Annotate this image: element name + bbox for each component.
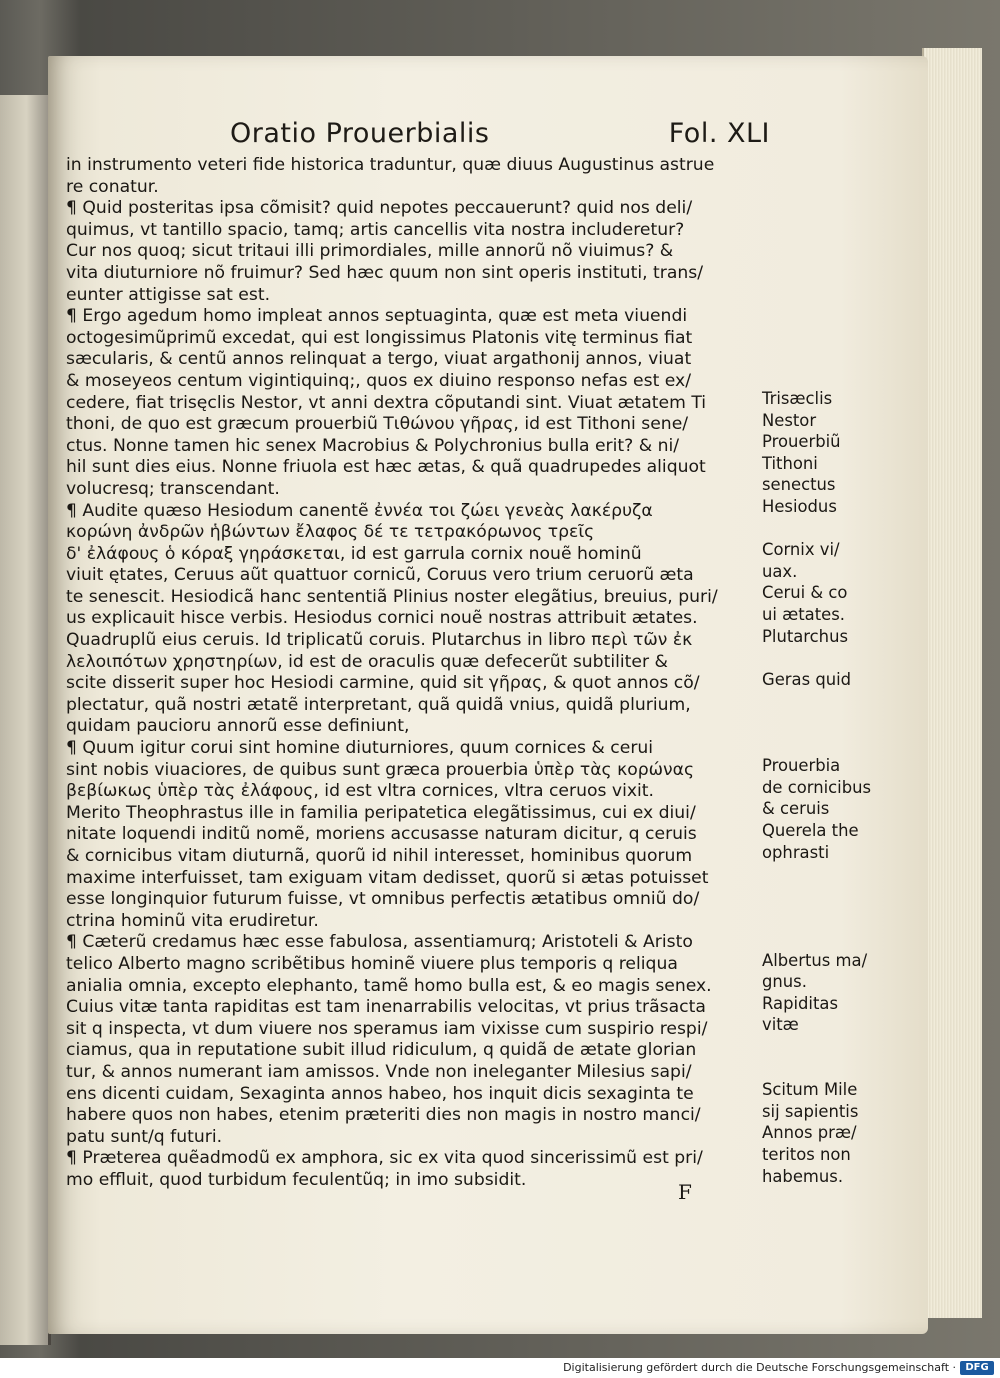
margin-note: Cornix vi/ (762, 540, 840, 560)
folio-number: Fol. XLI (668, 118, 770, 149)
text-line: re conatur. (66, 176, 159, 197)
text-line: mo effluit, quod turbidum feculentũq; in imo subsidit. (66, 1169, 527, 1190)
margin-note: Querela the (762, 821, 859, 840)
text-line: octogesimũprimũ excedat, qui est longissimus Platonis vitę terminus fiat (66, 327, 693, 348)
text-line: ctus. Nonne tamen hic senex Macrobius & Polychronius bulla erit? & ni/ (66, 435, 680, 456)
text-line: patu sunt/q futuri. (66, 1126, 223, 1147)
text-line: thoni, de quo est græcum prouerbiũ Τιθώνου γῆρας, id est Tithoni sene/ (66, 414, 689, 435)
text-line: sint nobis viuaciores, de quibus sunt græca prouerbia ὑπὲρ τὰς κορώνας (66, 759, 695, 780)
margin-note: & ceruis (762, 799, 830, 819)
margin-note: de cornicibus (762, 777, 872, 797)
page-header (230, 118, 770, 158)
margin-note: sij sapientis (762, 1101, 859, 1121)
text-line: quimus, vt tantillo spacio, tamq; artis cancellis vita nostra includeretur? (66, 219, 685, 240)
text-line: ciamus, qua in reputatione subit illud ridiculum, q quidã de ætate glorian (66, 1040, 697, 1061)
text-line: viuit ętates, Ceruus aũt quattuor cornicũ, Coruus vero trium ceruorũ æta (66, 565, 694, 586)
text-line: βεβίωκως ὑπὲρ τὰς ἐλάφους, id est vltra cornices, vltra ceruos vixit. (66, 781, 654, 802)
text-line: scite disserit super hoc Hesiodi carmine, quid sit γῆρας, & quot annos cõ/ (66, 673, 700, 694)
text-line: nitate loquendi inditũ nomẽ, moriens accusasse naturam dicitur, q ceruis (66, 824, 697, 845)
margin-note: vitæ (762, 1015, 799, 1035)
margin-note: habemus. (762, 1166, 844, 1186)
text-line: ¶ Audite quæso Hesiodum canentẽ ἐννέα τοι ζώει γενεὰς λακέρυζα (66, 500, 653, 521)
text-line: us explicauit hisce verbis. Hesiodus cornici nouẽ nostras attribuit ætates. (66, 608, 698, 629)
margin-note: Tithoni (762, 453, 818, 473)
text-line: cedere, fiat trisęclis Nestor, vt anni dextra cõputandi sint. Viuat ætatem Ti (66, 392, 707, 413)
text-line: ¶ Præterea quẽadmodũ ex amphora, sic ex vita quod sincerissimũ est pri/ (66, 1148, 703, 1169)
text-line: telico Alberto magno scribẽtibus hominẽ viuere plus temporis q reliqua (66, 953, 678, 974)
margin-note: Scitum Mile (762, 1080, 858, 1100)
text-line: λελοιπότων χρηστηρίων, id est de oraculis quæ defecerũt subtiliter & (66, 651, 668, 672)
text-line: Cur nos quoq; sicut tritaui illi primordiales, mille annorũ nõ viuimus? & (66, 241, 674, 262)
text-line: te senescit. Hesiodicã hanc sententiã Plinius noster elegãtius, breuius, puri/ (66, 586, 718, 607)
text-line: vita diuturniore nõ fruimur? Sed hæc quum non sint operis instituti, trans/ (66, 262, 703, 283)
text-line: volucresq; transcendant. (66, 478, 280, 499)
text-line: & moseyeos centum vigintiquinq;, quos ex diuino responso nefas est ex/ (66, 370, 692, 391)
margin-note: Nestor (762, 410, 817, 430)
margin-note: gnus. (762, 972, 807, 992)
margin-note: senectus (762, 475, 836, 495)
margin-note: Annos præ/ (762, 1123, 857, 1143)
main-text (66, 155, 762, 1192)
text-line: ¶ Ergo agedum homo impleat annos septuaginta, quæ est meta viuendi (66, 306, 688, 327)
facing-page-edge (0, 95, 51, 1345)
text-line: Quadruplũ eius ceruis. Id triplicatũ coruis. Plutarchus in libro περὶ τῶν ἐκ (66, 630, 693, 651)
text-line: & cornicibus vitam diuturnã, quorũ id nihil interesset, hominibus quorum (66, 846, 693, 866)
text-line: tur, & annos numerant iam amissos. Vnde non ineleganter Milesius sapi/ (66, 1061, 692, 1082)
text-line: ¶ Cæterũ credamus hæc esse fabulosa, assentiamurq; Aristoteli & Aristo (66, 932, 693, 953)
margin-note: Geras quid (762, 669, 852, 689)
text-line: esse longinquior futurum fuisse, vt omnibus perfectis ætatibus omniũ do/ (66, 889, 700, 910)
page-edges (922, 48, 982, 1318)
margin-note: Cerui & co (762, 583, 848, 603)
footer-credit: Digitalisierung gefördert durch die Deutsche Forschungsgemeinschaft · (563, 1361, 956, 1374)
text-line: hil sunt dies eius. Nonne friuola est hæc ætas, & quã quadrupedes aliquot (66, 457, 706, 478)
margin-note: ophrasti (762, 842, 830, 862)
text-line: ctrina hominũ vita erudiretur. (66, 910, 319, 931)
text-line: δ' ἐλάφους ὁ κόραξ γηράσκεται, id est garrula cornix nouẽ hominũ (66, 543, 642, 564)
text-line: maxime interfuisset, tam exiguam vitam dedisset, quorũ si ætas potuisset (66, 867, 709, 888)
margin-note: Prouerbia (762, 756, 841, 776)
text-line: Merito Theophrastus ille in familia peripatetica elegãtissimus, cui ex diui/ (66, 802, 696, 823)
text-line: eunter attigisse sat est. (66, 284, 271, 305)
margin-note: Hesiodus (762, 497, 837, 516)
text-line: Cuius vitæ tanta rapiditas est tam inenarrabilis velocitas, vt prius trãsacta (66, 997, 706, 1018)
margin-note: Prouerbiũ (762, 432, 841, 452)
margin-note: ui ætates. (762, 605, 845, 624)
margin-note: teritos non (762, 1145, 851, 1164)
text-line: anialia omnia, excepto elephanto, tamẽ homo bulla est, & eo magis senex. (66, 975, 712, 996)
text-line: sæcularis, & centũ annos relinquat a tergo, viuat argathonij annos, viuat (66, 349, 692, 370)
dfg-logo: DFG (960, 1361, 994, 1375)
text-line: in instrumento veteri fide historica traduntur, quæ diuus Augustinus astrue (66, 155, 715, 175)
text-line: habere quos non habes, etenim præteriti dies non magis in nostro manci/ (66, 1105, 701, 1126)
text-line: ens dicenti cuidam, Sexaginta annos habeo, hos inquit dicis sexaginta te (66, 1083, 694, 1104)
margin-note: uax. (762, 561, 798, 581)
margin-note: Albertus ma/ (762, 950, 868, 970)
signature-mark: F (678, 1180, 692, 1204)
running-title: Oratio Prouerbialis (230, 118, 490, 149)
margin-note: Trisæclis (762, 389, 833, 408)
text-line: quidam paucioru annorũ esse definiunt, (66, 716, 410, 737)
margin-note: Rapiditas (762, 993, 838, 1013)
text-line: sit q inspecta, vt dum viuere nos speramus iam vixisse cum suspirio respi/ (66, 1018, 708, 1039)
text-line: ¶ Quid posteritas ipsa cõmisit? quid nepotes peccauerunt? quid nos deli/ (66, 198, 693, 219)
digitization-footer (0, 1358, 1000, 1378)
text-line: ¶ Quum igitur corui sint homine diuturniores, quum cornices & cerui (66, 738, 654, 759)
text-line: κορώνη ἀνδρῶν ἡβώντων ἔλαφος δέ τε τετρακόρωνος τρεῖς (66, 522, 595, 543)
text-line: plectatur, quã nostri ætatẽ interpretant, quã quidã vnius, quidã plurium, (66, 694, 691, 715)
margin-note: Plutarchus (762, 626, 849, 646)
